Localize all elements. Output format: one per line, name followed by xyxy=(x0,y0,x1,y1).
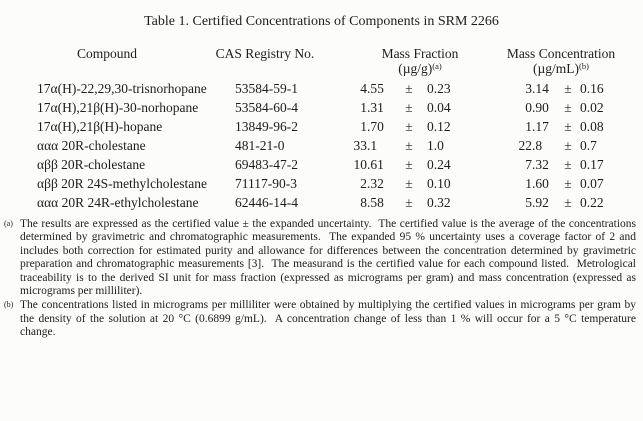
cas-cell: 69483-47-2 xyxy=(235,157,298,172)
mass-fraction-uncertainty: 0.12 xyxy=(427,119,451,134)
table-row xyxy=(0,117,643,136)
mass-fraction-uncertainty: 0.23 xyxy=(427,81,451,96)
header-mass-concentration xyxy=(487,46,635,76)
plus-minus-sign: ± xyxy=(564,138,572,153)
mass-fraction-value: 4 .55 xyxy=(360,81,384,96)
compound-cell: αββ 20R-cholestane xyxy=(37,157,146,172)
footnote-a-marker: (a) xyxy=(4,219,13,228)
plus-minus-sign: ± xyxy=(564,81,572,96)
cas-cell: 53584-59-1 xyxy=(235,81,298,96)
header-compound: Compound xyxy=(76,46,137,61)
footnotes-section xyxy=(4,218,636,340)
table-row xyxy=(0,174,643,193)
header-mass-concentration-unit: (µg/mL) xyxy=(533,61,580,76)
plus-minus-sign: ± xyxy=(405,138,413,153)
plus-minus-sign: ± xyxy=(405,100,413,115)
footnote-b-text: The concentrations listed in micrograms per milliliter were obtained by multiplying the certified values in micrograms per gram by the density of the solution at 20 °C (0.6899 g/mL). A concentration change of less than 1 % will occur for a 5 °C temperature change. xyxy=(20,299,636,339)
footnote-b-marker: (b) xyxy=(4,300,14,310)
plus-minus-sign: ± xyxy=(564,195,572,210)
footnote-a xyxy=(4,218,636,298)
mass-concentration-value: 1 .17 xyxy=(525,119,549,134)
mass-fraction-uncertainty: 0.04 xyxy=(427,100,451,115)
plus-minus-sign: ± xyxy=(564,100,572,115)
compound-cell: αββ 20R 24S-methylcholestane xyxy=(37,176,208,191)
table-row xyxy=(0,136,643,155)
header-mass-concentration-label: Mass Concentration xyxy=(506,46,616,61)
footnote-b xyxy=(4,299,636,339)
cas-cell: 481-21-0 xyxy=(235,138,285,153)
mass-fraction-value: 8 .58 xyxy=(360,195,384,210)
cas-cell: 53584-60-4 xyxy=(235,100,298,115)
header-mass-fraction-unit: (µg/g) xyxy=(398,61,433,76)
mass-fraction-value: 2 .32 xyxy=(360,176,384,191)
mass-concentration-uncertainty: 0.08 xyxy=(580,119,604,134)
header-cas-registry-no: CAS Registry No. xyxy=(215,46,315,61)
plus-minus-sign: ± xyxy=(405,81,413,96)
header-mass-fraction-label: Mass Fraction xyxy=(381,46,459,61)
compound-cell: 17α(H),21β(H)-hopane xyxy=(37,119,163,134)
cas-cell: 13849-96-2 xyxy=(235,119,298,134)
table-header-row xyxy=(0,46,643,80)
mass-concentration-uncertainty: 0.17 xyxy=(580,157,604,172)
mass-fraction-uncertainty: 1.0 xyxy=(427,138,444,153)
cas-cell: 62446-14-4 xyxy=(235,195,298,210)
mass-fraction-value: 10 .61 xyxy=(353,157,384,172)
table-row xyxy=(0,98,643,117)
mass-concentration-uncertainty: 0.16 xyxy=(580,81,604,96)
footnote-ref-a: (a) xyxy=(432,61,442,71)
plus-minus-sign: ± xyxy=(405,176,413,191)
mass-concentration-value: 22 .8 xyxy=(518,138,543,153)
mass-concentration-uncertainty: 0.7 xyxy=(580,138,597,153)
table-row xyxy=(0,79,643,98)
mass-fraction-uncertainty: 0.32 xyxy=(427,195,451,210)
mass-concentration-uncertainty: 0.22 xyxy=(580,195,604,210)
plus-minus-sign: ± xyxy=(564,176,572,191)
plus-minus-sign: ± xyxy=(405,195,413,210)
compound-cell: ααα 20R 24R-ethylcholestane xyxy=(37,195,199,210)
plus-minus-sign: ± xyxy=(564,157,572,172)
plus-minus-sign: ± xyxy=(405,157,413,172)
mass-fraction-value: 1 .31 xyxy=(360,100,384,115)
footnote-ref-b: (b) xyxy=(579,61,589,71)
header-mass-fraction xyxy=(350,46,490,76)
compound-cell: 17α(H),21β(H)-30-norhopane xyxy=(37,100,199,115)
mass-concentration-value: 3 .14 xyxy=(525,81,549,96)
table-title: Table 1. Certified Concentrations of Components in SRM 2266 xyxy=(144,14,499,29)
mass-fraction-value: 1 .70 xyxy=(360,119,384,134)
mass-concentration-value: 0 .90 xyxy=(525,100,549,115)
mass-concentration-uncertainty: 0.02 xyxy=(580,100,604,115)
mass-concentration-value: 7 .32 xyxy=(525,157,549,172)
table-row xyxy=(0,155,643,174)
plus-minus-sign: ± xyxy=(405,119,413,134)
compound-cell: 17α(H)-22,29,30-trisnorhopane xyxy=(37,81,207,96)
cas-cell: 71117-90-3 xyxy=(235,176,297,191)
plus-minus-sign: ± xyxy=(564,119,572,134)
compound-cell: ααα 20R-cholestane xyxy=(37,138,146,153)
table-body xyxy=(0,79,643,212)
mass-concentration-value: 1 .60 xyxy=(525,176,549,191)
mass-fraction-uncertainty: 0.24 xyxy=(427,157,451,172)
table-row xyxy=(0,193,643,212)
mass-fraction-value: 33 .1 xyxy=(353,138,378,153)
mass-concentration-value: 5 .92 xyxy=(525,195,549,210)
mass-fraction-uncertainty: 0.10 xyxy=(427,176,451,191)
footnote-a-text: The results are expressed as the certified value ± the expanded uncertainty. The certified value is the average of the concentrations determined by gravimetric and chromatographic measurements. The expanded 95 % uncertainty uses a coverage factor of 2 and includes both correction for estimated purity and allowance for differences between the concentration determined by gravimetric preparation and chromatographic measurements [3]. The measurand is the certified value for each compound listed. Metrological traceability is to the derived SI unit for mass fraction (expressed as micrograms per gram) and mass concentration (expressed as micrograms per milliliter). xyxy=(20,218,636,298)
mass-concentration-uncertainty: 0.07 xyxy=(580,176,604,191)
